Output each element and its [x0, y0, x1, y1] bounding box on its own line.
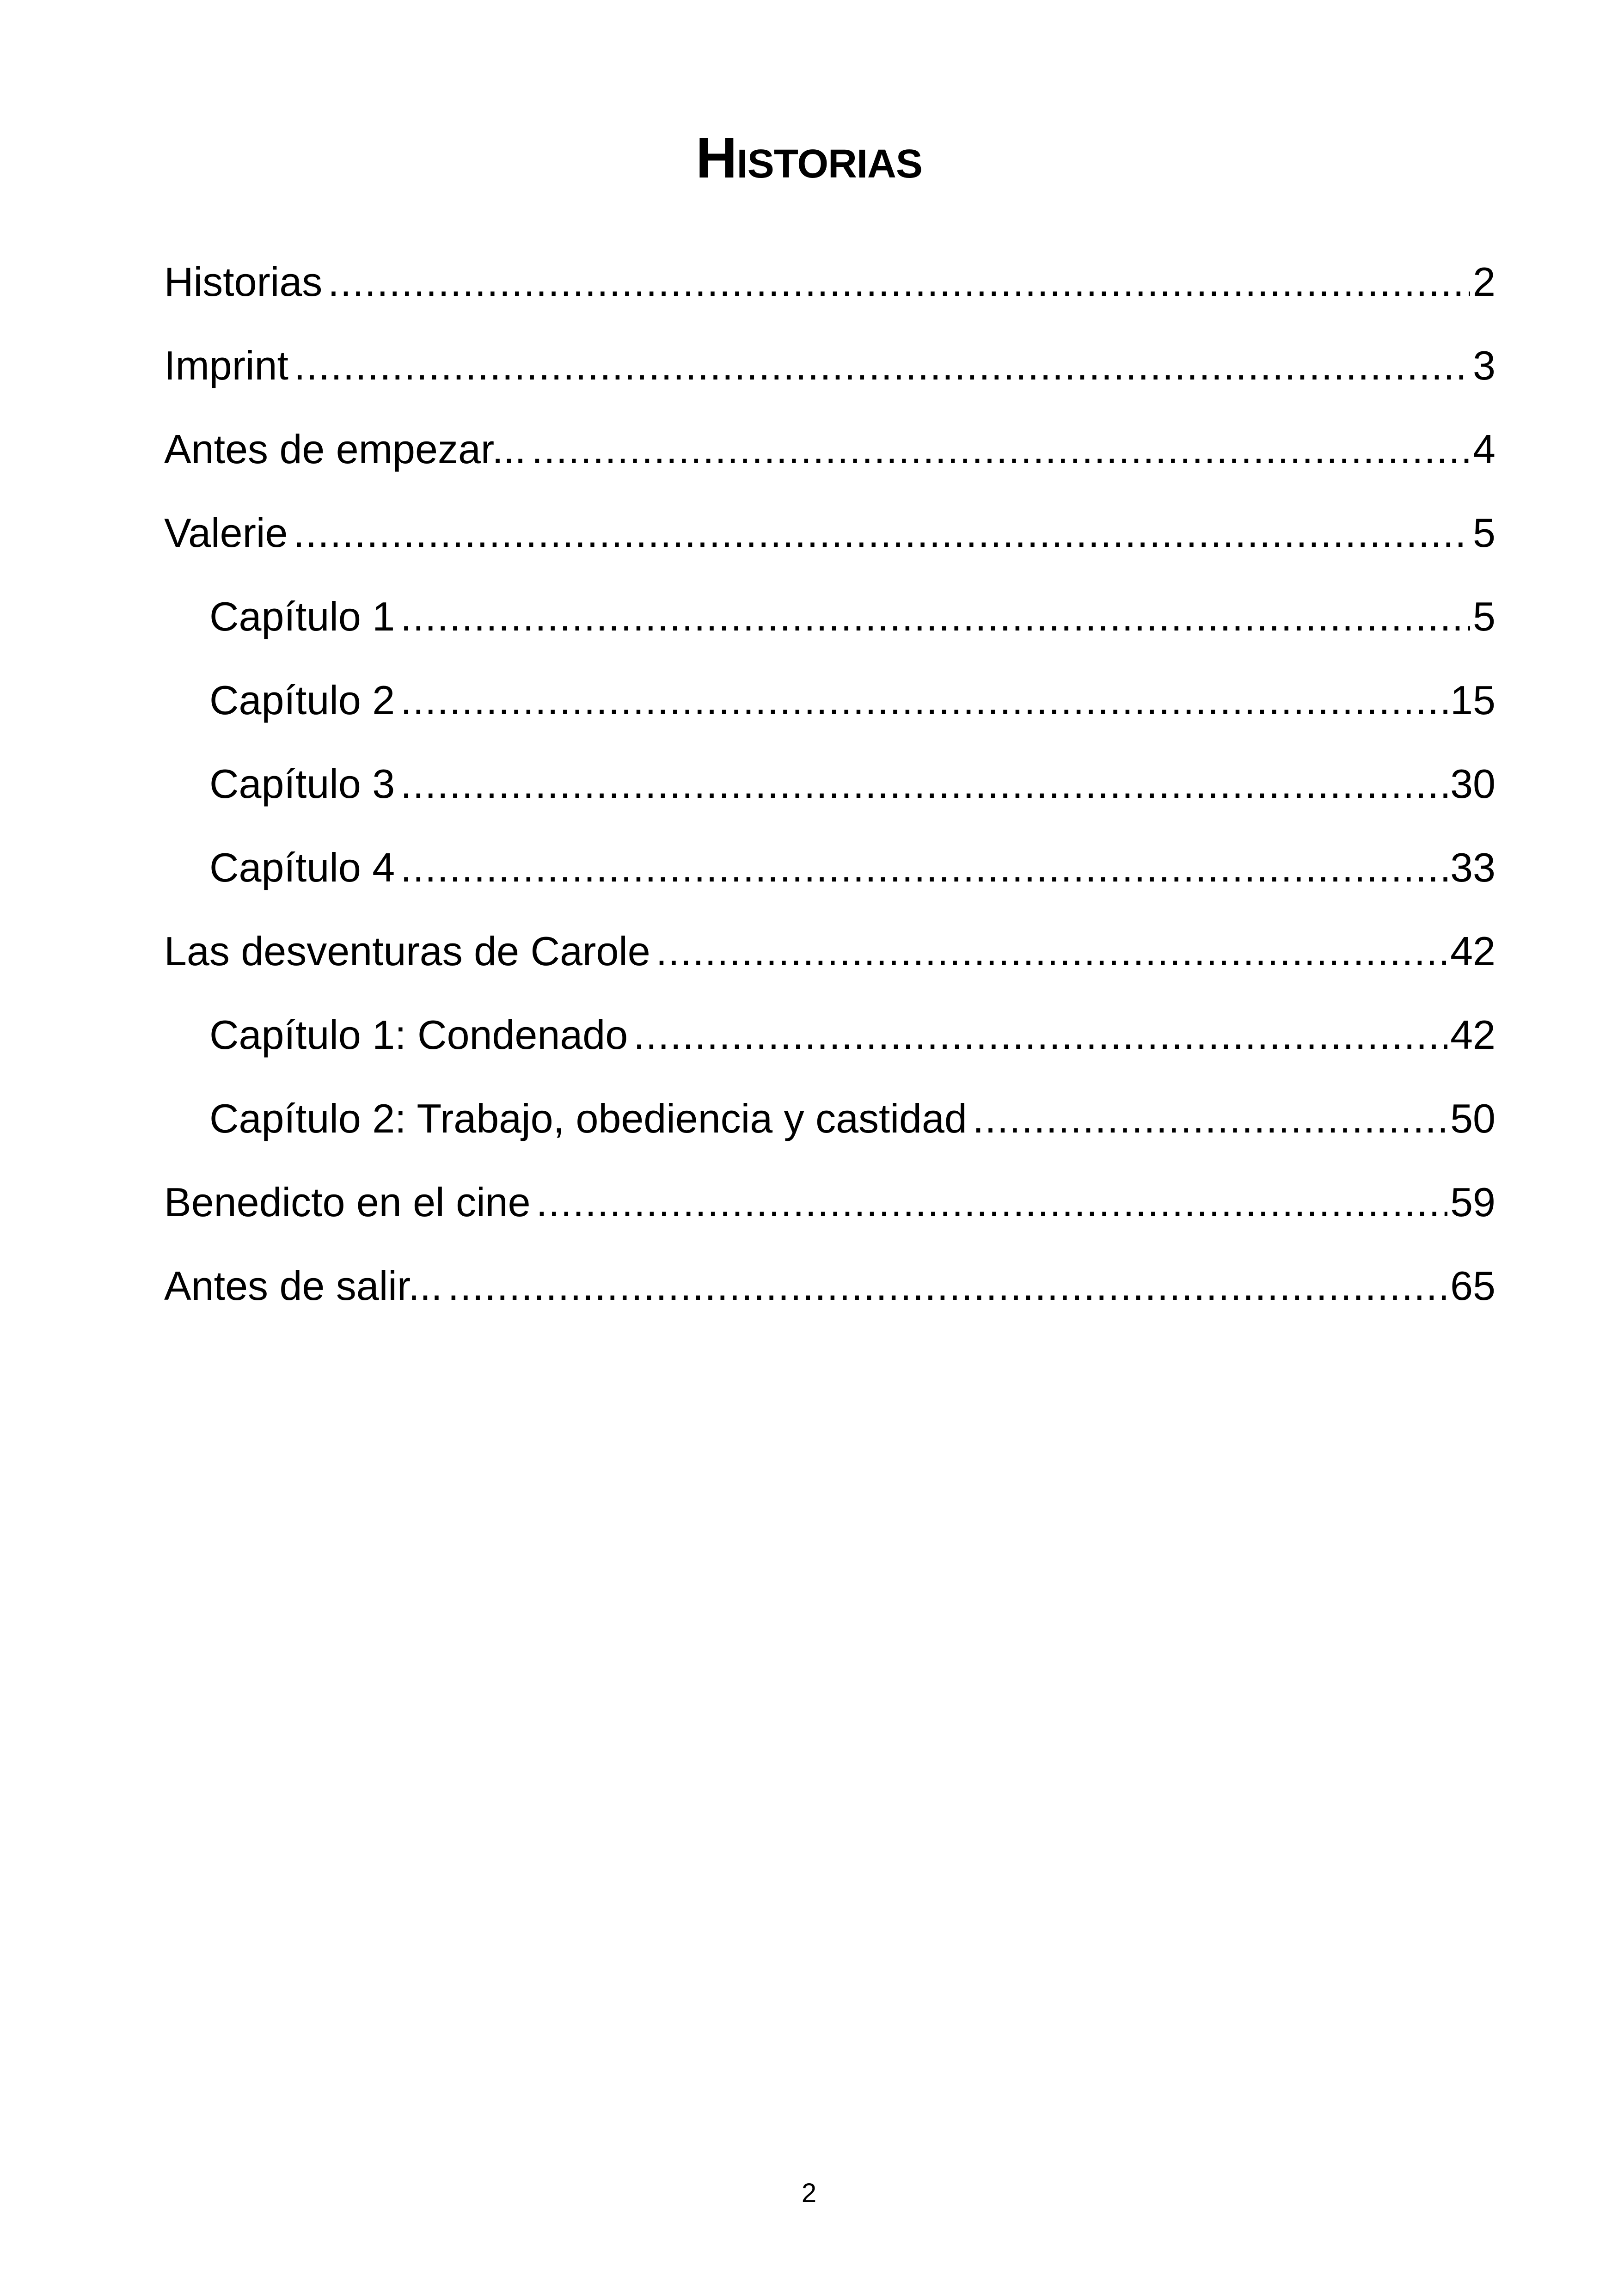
- toc-entry-label: Capítulo 1: [209, 594, 395, 639]
- toc-entry-label: Capítulo 3: [209, 761, 395, 807]
- toc-dot-leader: [328, 254, 1470, 310]
- toc-entry-page: 5: [1473, 594, 1495, 639]
- toc-dot-leader: [400, 589, 1470, 644]
- toc-entry-page: 2: [1473, 259, 1495, 305]
- toc-entry-label: Las desventuras de Carole: [164, 928, 650, 974]
- toc-dot-leader: [448, 1258, 1447, 1314]
- toc-entry-label: Capítulo 2: Trabajo, obediencia y castidad: [209, 1096, 967, 1141]
- toc-entry[interactable]: [164, 924, 1495, 1007]
- toc-entry[interactable]: [164, 505, 1495, 589]
- toc-entry-label: Valerie: [164, 510, 288, 556]
- toc-dot-leader: [532, 422, 1470, 477]
- toc-entry[interactable]: [164, 338, 1495, 422]
- toc-entry-page: 50: [1450, 1096, 1495, 1141]
- page-title: Historias: [696, 126, 922, 190]
- toc-dot-leader: [400, 840, 1447, 895]
- toc-dot-leader: [293, 505, 1470, 561]
- toc-entry-label: Benedicto en el cine: [164, 1179, 531, 1225]
- toc-entry[interactable]: [164, 254, 1495, 338]
- toc-entry-page: 15: [1450, 677, 1495, 723]
- toc-entry-label: Capítulo 1: Condenado: [209, 1012, 628, 1058]
- toc-subentry[interactable]: [164, 673, 1495, 756]
- toc-subentry[interactable]: [164, 589, 1495, 673]
- toc-subentry[interactable]: [164, 1091, 1495, 1175]
- toc-entry-page: 42: [1450, 1012, 1495, 1058]
- toc-entry-label: Antes de salir...: [164, 1263, 442, 1309]
- toc-entry[interactable]: [164, 422, 1495, 505]
- table-of-contents: [164, 254, 1495, 1342]
- toc-subentry[interactable]: [164, 756, 1495, 840]
- toc-entry-page: 5: [1473, 510, 1495, 556]
- toc-entry-label: Capítulo 4: [209, 845, 395, 890]
- toc-entry-page: 33: [1450, 845, 1495, 890]
- toc-dot-leader: [400, 756, 1447, 812]
- toc-dot-leader: [633, 1007, 1447, 1063]
- toc-dot-leader: [656, 924, 1447, 979]
- toc-entry[interactable]: [164, 1258, 1495, 1342]
- toc-entry-page: 59: [1450, 1179, 1495, 1225]
- toc-subentry[interactable]: [164, 1007, 1495, 1091]
- toc-entry-label: Capítulo 2: [209, 677, 395, 723]
- toc-dot-leader: [400, 673, 1447, 728]
- toc-entry-page: 42: [1450, 928, 1495, 974]
- toc-entry-label: Antes de empezar...: [164, 426, 526, 472]
- toc-dot-leader: [536, 1175, 1448, 1230]
- toc-entry-page: 65: [1450, 1263, 1495, 1309]
- toc-dot-leader: [973, 1091, 1447, 1146]
- toc-entry-label: Historias: [164, 259, 323, 305]
- toc-entry-page: 4: [1473, 426, 1495, 472]
- toc-entry-label: Imprint: [164, 343, 288, 388]
- toc-entry-page: 3: [1473, 343, 1495, 388]
- page-number: 2: [801, 2178, 817, 2208]
- toc-entry[interactable]: [164, 1175, 1495, 1258]
- toc-subentry[interactable]: [164, 840, 1495, 924]
- toc-entry-page: 30: [1450, 761, 1495, 807]
- toc-dot-leader: [294, 338, 1470, 393]
